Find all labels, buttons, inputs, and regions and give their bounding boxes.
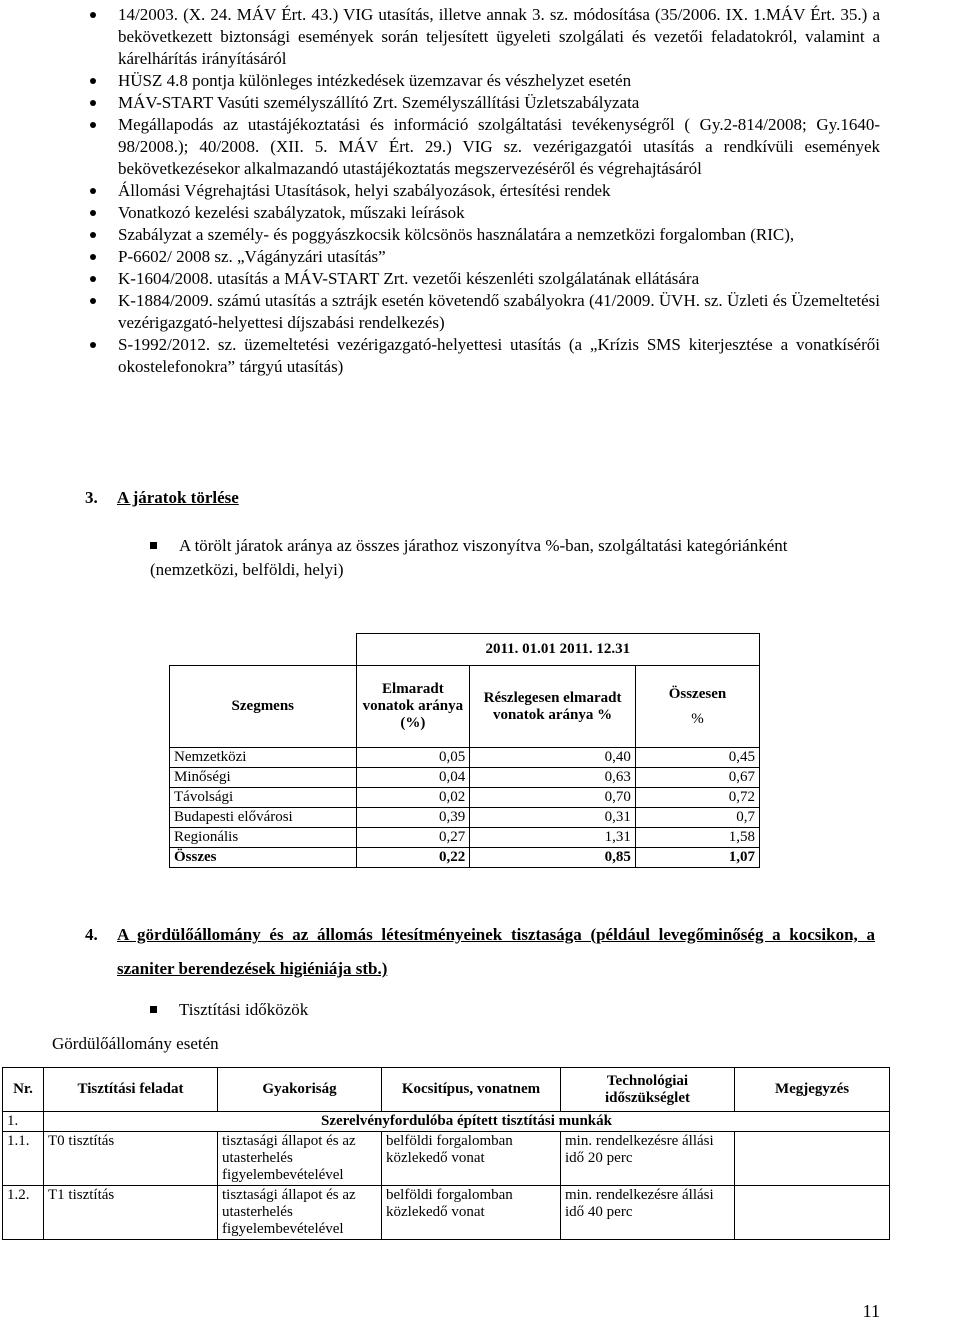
- section-3-heading: [85, 488, 239, 508]
- list-item: S-1992/2012. sz. üzemeltetési vezérigazgató-helyettesi utasítás (a „Krízis SMS kiterjesztése a vonatkísérői okostelefonokra” tárgyú utasítás): [90, 334, 880, 378]
- table-period: 2011. 01.01 2011. 12.31: [356, 634, 759, 666]
- square-bullet-icon: [150, 542, 157, 549]
- list-item: Vonatkozó kezelési szabályzatok, műszaki leírások: [90, 202, 880, 224]
- cleaning-table: [2, 1067, 890, 1240]
- table-cell: tisztasági állapot és az utasterhelés figyelembevételével: [218, 1186, 382, 1240]
- table-row: [170, 848, 760, 868]
- table-cell: 0,70: [470, 788, 636, 808]
- table-cell: 0,45: [635, 748, 759, 768]
- reference-list: [90, 4, 880, 378]
- point-text: A törölt járatok aránya az összes járathoz viszonyítva %-ban, szolgáltatási kategóriánként (nemzetközi, belföldi, helyi): [150, 536, 788, 579]
- table-cell: 0,22: [356, 848, 470, 868]
- table-cell: [735, 1132, 890, 1186]
- list-item: Megállapodás az utastájékoztatási és információ szolgáltatási tevékenységről ( Gy.2-814/2008; Gy.1640-98/2008.); 40/2008. (XII. 5. MÁV Ért. 29.) VIG sz. vezérigazgatói utasítás a rendkívüli események bekövetkezésekor alkalmazandó utastájékoztatás megszervezéséről és végrehajtásáról: [90, 114, 880, 180]
- table-cell: 0,04: [356, 768, 470, 788]
- column-header: Nr.: [3, 1068, 44, 1112]
- column-header-unit: %: [691, 710, 704, 727]
- list-item: P-6602/ 2008 sz. „Vágányzári utasítás”: [90, 246, 880, 268]
- section-4-point: [150, 1000, 308, 1020]
- list-item: 14/2003. (X. 24. MÁV Ért. 43.) VIG utasítás, illetve annak 3. sz. módosítása (35/2006. IX. 1.MÁV Ért. 35.) a bekövetkezett biztonsági események során teljesített ügyeleti szolgálati és vezetői feladatokról, valamint a kárelhárítás irányításáról: [90, 4, 880, 70]
- table-row: [170, 808, 760, 828]
- table-cell: 0,85: [470, 848, 636, 868]
- table-row: [170, 768, 760, 788]
- table-cell: Összes: [170, 848, 357, 868]
- table-row: [170, 828, 760, 848]
- table-cell: Távolsági: [170, 788, 357, 808]
- table-cell: 0,39: [356, 808, 470, 828]
- table-cell: belföldi forgalomban közlekedő vonat: [382, 1186, 561, 1240]
- group-label: Szerelvényfordulóba épített tisztítási munkák: [44, 1112, 890, 1132]
- column-header: Részlegesen elmaradt vonatok aránya %: [470, 666, 636, 748]
- table-row: [170, 748, 760, 768]
- table-row: [3, 1132, 890, 1186]
- section-title: A gördülőállomány és az állomás létesítményeinek tisztasága (például levegőminőség a kocsikon, a szaniter berendezések higiéniája stb.): [117, 925, 875, 978]
- list-item: Állomási Végrehajtási Utasítások, helyi szabályozások, értesítési rendek: [90, 180, 880, 202]
- table-cell: 0,05: [356, 748, 470, 768]
- square-bullet-icon: [150, 1006, 157, 1013]
- table-group-row: [3, 1112, 890, 1132]
- column-header: Technológiai időszükséglet: [561, 1068, 735, 1112]
- table-cell: Regionális: [170, 828, 357, 848]
- list-item: Szabályzat a személy- és poggyászkocsik kölcsönös használatára a nemzetközi forgalomban (RIC),: [90, 224, 880, 246]
- column-header: [635, 666, 759, 748]
- column-header: Tisztítási feladat: [44, 1068, 218, 1112]
- list-item: K-1604/2008. utasítás a MÁV-START Zrt. vezetői készenléti szolgálatának ellátására: [90, 268, 880, 290]
- section-title: A járatok törlése: [117, 488, 239, 507]
- section-3-point: [150, 534, 800, 582]
- table-cell: belföldi forgalomban közlekedő vonat: [382, 1132, 561, 1186]
- table-cell: 0,40: [470, 748, 636, 768]
- column-header: Gyakoriság: [218, 1068, 382, 1112]
- table-row: [170, 788, 760, 808]
- column-header: Elmaradt vonatok aránya (%): [356, 666, 470, 748]
- table-cell: 0,67: [635, 768, 759, 788]
- column-header: Kocsitípus, vonatnem: [382, 1068, 561, 1112]
- cancellation-table: [169, 633, 760, 868]
- list-item: MÁV-START Vasúti személyszállító Zrt. Személyszállítási Üzletszabályzata: [90, 92, 880, 114]
- table-cell: Budapesti elővárosi: [170, 808, 357, 828]
- column-header: Szegmens: [170, 666, 357, 748]
- table-cell: 0,72: [635, 788, 759, 808]
- point-text: Tisztítási időközök: [179, 1000, 309, 1019]
- table-cell: 0,63: [470, 768, 636, 788]
- column-header: Megjegyzés: [735, 1068, 890, 1112]
- table-cell: 1,07: [635, 848, 759, 868]
- table-cell: min. rendelkezésre állási idő 20 perc: [561, 1132, 735, 1186]
- column-header-text: Összesen: [668, 685, 727, 702]
- table-cell: 0,02: [356, 788, 470, 808]
- table-cell: 0,7: [635, 808, 759, 828]
- section-number: 3.: [85, 488, 98, 507]
- table-cell: [735, 1186, 890, 1240]
- table-cell: 1.2.: [3, 1186, 44, 1240]
- list-item: HÜSZ 4.8 pontja különleges intézkedések üzemzavar és vészhelyzet esetén: [90, 70, 880, 92]
- table-cell: T1 tisztítás: [44, 1186, 218, 1240]
- table-cell: Nemzetközi: [170, 748, 357, 768]
- table-cell: 1.1.: [3, 1132, 44, 1186]
- table-cell: 1,31: [470, 828, 636, 848]
- table-cell: T0 tisztítás: [44, 1132, 218, 1186]
- table-row: [3, 1186, 890, 1240]
- group-number: 1.: [3, 1112, 44, 1132]
- section-4-heading: [85, 918, 875, 986]
- table-cell: 0,31: [470, 808, 636, 828]
- table-cell: 0,27: [356, 828, 470, 848]
- table-cell: min. rendelkezésre állási idő 40 perc: [561, 1186, 735, 1240]
- table-cell: tisztasági állapot és az utasterhelés figyelembevételével: [218, 1132, 382, 1186]
- table-cell: 1,58: [635, 828, 759, 848]
- table-cell: Minőségi: [170, 768, 357, 788]
- subheading: Gördülőállomány esetén: [52, 1034, 219, 1053]
- page-number: 11: [862, 1301, 880, 1321]
- section-number: 4.: [85, 925, 98, 944]
- list-item: K-1884/2009. számú utasítás a sztrájk esetén követendő szabályokra (41/2009. ÜVH. sz. Üzleti és Üzemeltetési vezérigazgató-helyettesi díjszabási rendelkezés): [90, 290, 880, 334]
